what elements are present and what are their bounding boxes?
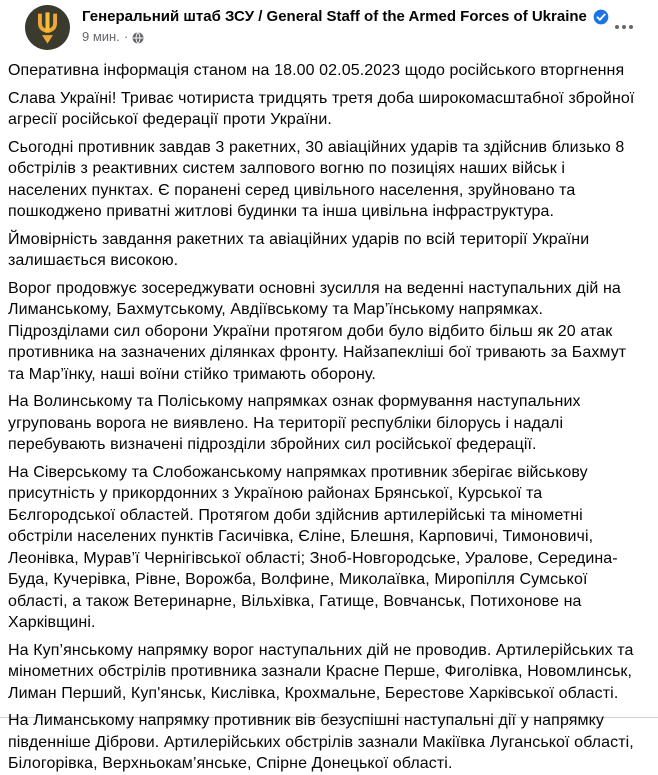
post-paragraph: Ворог продовжує зосереджувати основні зусилля на веденні наступальних дій на Лиманському, Бахмутському, Авдіївському та Мар’їнському напрямках. Підрозділами сил оборони України протягом доби було відбито більш як 20 атак противника на зазначених ділянках фронту. Найзапекліші бої тривають за Бахмут та Мар’їнку, наші воїни стійко тримають оборону. xyxy=(8,279,627,383)
post-paragraph: Сьогодні противник завдав 3 ракетних, 30 авіаційних ударів та здійснив близько 8 обстрілів з реактивних систем залпового вогню по позиціях наших військ і населених пунктах. Є поранені серед цивільного населення, зруйновано та пошкоджено приватні житлові будинки та інша цивільна інфраструктура. xyxy=(8,138,625,220)
post-paragraph: Слава Україні! Триває чотириста тридцять третя доба широкомасштабної збройної агресії російської федерації проти України. xyxy=(8,89,635,128)
header-text-block xyxy=(82,5,609,45)
post-paragraph: Ймовірність завдання ракетних та авіаційних ударів по всій території України залишається високою. xyxy=(8,230,590,269)
verified-badge-icon xyxy=(593,9,609,25)
post-timestamp[interactable]: 9 мин. xyxy=(82,29,120,44)
post-paragraph: На Сіверському та Слобожанському напрямках противник зберігає військову присутність у прикордонних з Україною районах Брянської, Курської та Бєлгородської областей. Протягом доби здійснив артилерійські та мінометні обстріли населених пунктів Гасичівка, Єліне, Блешня, Карповичі, Тимоновичі, Леонівка, Мурав’ї Чернігівської області; Зноб-Новгородське, Уралове, Середина-Буда, Кучерівка, Рівне, Ворожба, Волфине, Миколаївка, Миропілля Сумської області, а також Ветеринарне, Вільхівка, Гатище, Вовчанськ, Потихонове на Харківщині. xyxy=(8,463,618,631)
post-body xyxy=(0,54,652,775)
page-name[interactable]: Генеральний штаб ЗСУ / General Staff of the Armed Forces of Ukraine xyxy=(82,8,587,25)
more-options-button[interactable] xyxy=(608,14,640,38)
trident-logo-icon xyxy=(34,12,61,44)
post-paragraph: На Лиманському напрямку противник вів безуспішні наступальні дії у напрямку південніше Діброви. Артилерійських обстрілів зазнали Макіївка Луганської області, Білогорівка, Верхньокам’янське, Спірне Донецької області. xyxy=(8,712,634,772)
avatar[interactable] xyxy=(25,5,70,50)
post-paragraph: На Волинському та Поліському напрямках ознак формування наступальних угруповань ворога не виявлено. На території республіки білорусь і надалі перебувають визначені підрозділи збройних сил російської федерації. xyxy=(8,393,581,453)
meta-separator: · xyxy=(123,29,129,44)
post-header xyxy=(0,0,658,54)
globe-privacy-icon xyxy=(132,32,144,44)
more-options-icon xyxy=(614,17,634,35)
post-paragraph: На Куп’янському напрямку ворог наступальних дій не проводив. Артилерійських та мінометних обстрілів противника зазнали Красне Перше, Фиголівка, Новомлинськ, Лиман Перший, Куп'янськ, Кислівка, Крохмальне, Берестове Харківської області. xyxy=(8,641,634,702)
post-paragraph: Оперативна інформація станом на 18.00 02.05.2023 щодо російського вторгнення xyxy=(8,62,625,79)
